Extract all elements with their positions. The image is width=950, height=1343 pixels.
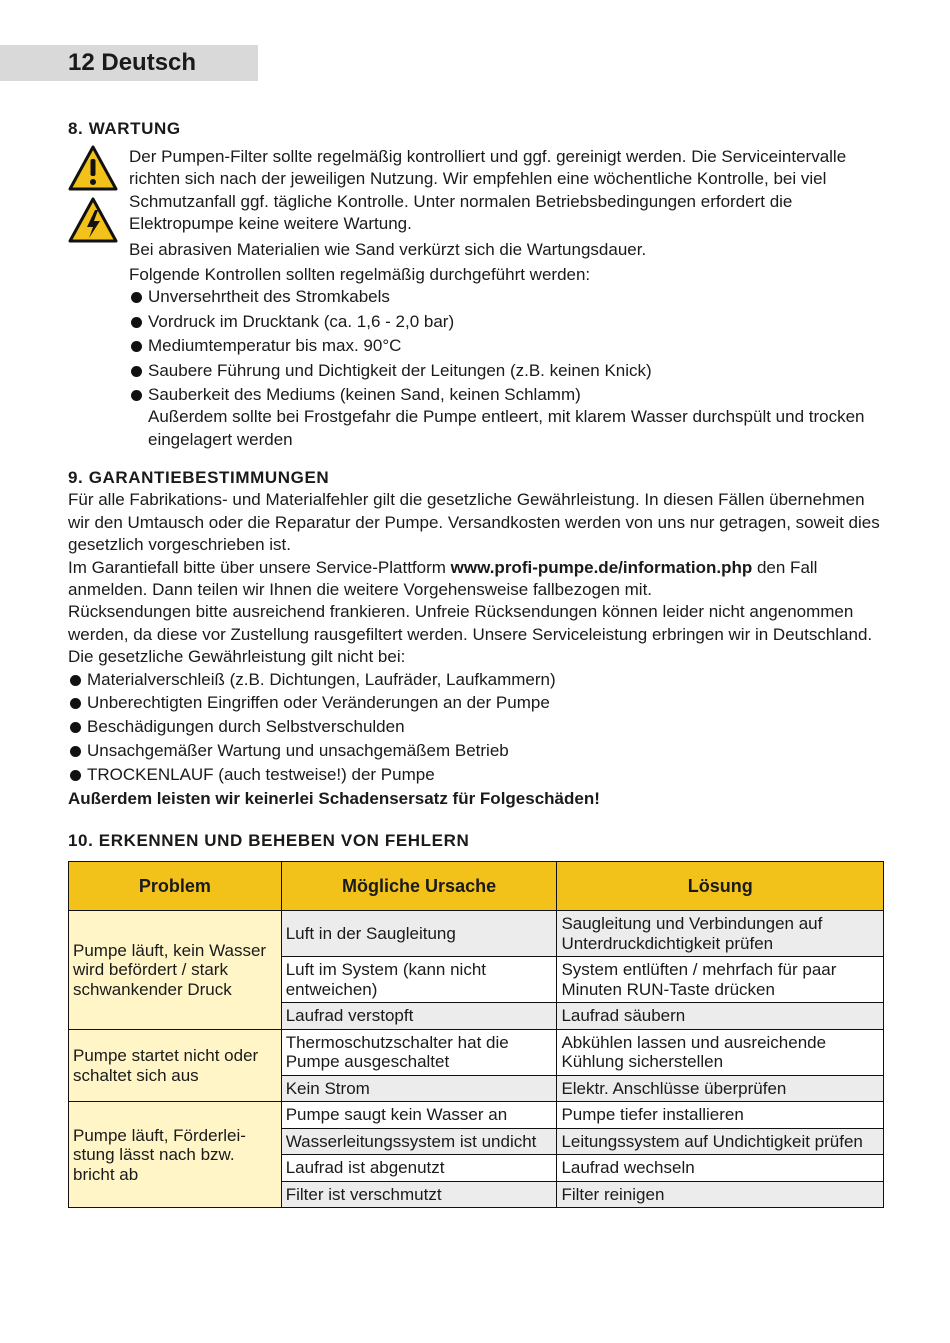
column-header-problem: Problem	[69, 862, 282, 911]
section-heading-garantie: 9. GARANTIEBESTIMMUNGEN	[68, 468, 330, 488]
cause-cell: Kein Strom	[281, 1075, 557, 1102]
list-item: Sauberkeit des Mediums (keinen Sand, keinen Schlamm) Außerdem sollte bei Frostgefahr die Pumpe entleert, mit klarem Wasser durchspült und trocken eingelagert werden	[129, 384, 884, 451]
garantie-text-2: Im Garantiefall bitte über unsere Service-Plattform www.profi-pumpe.de/information.php den Fall anmelden. Dann teilen wir Ihnen die weitere Vorgehensweise fallbezogen mit.	[68, 557, 818, 599]
cause-cell: Luft in der Saugleitung	[281, 911, 557, 957]
warning-icons	[68, 145, 118, 243]
exclusions-list	[68, 669, 884, 787]
list-item: Mediumtemperatur bis max. 90°C	[129, 335, 884, 357]
solution-cell: Pumpe tiefer installieren	[557, 1102, 884, 1129]
electric-hazard-icon	[68, 197, 118, 243]
solution-cell: Saugleitung und Verbindungen auf Unterdruckdichtigkeit prüfen	[557, 911, 884, 957]
troubleshooting-table	[68, 861, 884, 1208]
garantie-text-4: Die gesetzliche Gewährleistung gilt nicht bei:	[68, 647, 406, 667]
table-row	[69, 1102, 884, 1129]
solution-cell: Laufrad säubern	[557, 1003, 884, 1030]
cause-cell: Thermoschutzschalter hat die Pumpe ausgeschaltet	[281, 1029, 557, 1075]
section-heading-fehler: 10. ERKENNEN UND BEHEBEN VON FEHLERN	[68, 831, 470, 851]
cause-cell: Laufrad ist abgenutzt	[281, 1155, 557, 1182]
checks-note: Außerdem sollte bei Frostgefahr die Pumpe entleert, mit klarem Wasser durchspült und trocken eingelagert werden	[148, 407, 865, 449]
service-platform-link[interactable]: www.profi-pumpe.de/information.php	[450, 557, 753, 577]
checks-list	[129, 286, 884, 451]
list-item: Vordruck im Drucktank (ca. 1,6 - 2,0 bar)	[129, 311, 884, 333]
wartung-block	[68, 146, 884, 451]
garantie-final-note: Außerdem leisten wir keinerlei Schadensersatz für Folgeschäden!	[68, 789, 600, 809]
solution-cell: System entlüften / mehrfach für paar Minuten RUN-Taste drücken	[557, 957, 884, 1003]
cause-cell: Wasserleitungssystem ist undicht	[281, 1128, 557, 1155]
solution-cell: Abkühlen lassen und ausreichende Kühlung sicherstellen	[557, 1029, 884, 1075]
page-label: 12 Deutsch	[68, 49, 197, 76]
list-item: Unsachgemäßer Wartung und unsachgemäßem Betrieb	[68, 740, 884, 762]
section-heading-wartung: 8. WARTUNG	[68, 119, 181, 138]
column-header-solution: Lösung	[557, 862, 884, 911]
page-header	[0, 45, 258, 81]
problem-cell: Pumpe startet nicht oder schaltet sich aus	[69, 1029, 282, 1102]
table-row	[69, 1029, 884, 1075]
solution-cell: Laufrad wechseln	[557, 1155, 884, 1182]
main-content	[68, 118, 884, 1208]
column-header-cause: Mögliche Ursache	[281, 862, 557, 911]
cause-cell: Pumpe saugt kein Wasser an	[281, 1102, 557, 1129]
list-item: TROCKENLAUF (auch testweise!) der Pumpe	[68, 764, 884, 786]
cause-cell: Luft im System (kann nicht entweichen)	[281, 957, 557, 1003]
solution-cell: Filter reinigen	[557, 1181, 884, 1208]
table-row	[69, 911, 884, 957]
solution-cell: Leitungssystem auf Undichtigkeit prüfen	[557, 1128, 884, 1155]
list-item: Unversehrtheit des Stromkabels	[129, 286, 884, 308]
list-item: Saubere Führung und Dichtigkeit der Leitungen (z.B. keinen Knick)	[129, 360, 884, 382]
cause-cell: Filter ist verschmutzt	[281, 1181, 557, 1208]
solution-cell: Elektr. Anschlüsse überprüfen	[557, 1075, 884, 1102]
wartung-text-2: Bei abrasiven Materialien wie Sand verkürzt sich die Wartungsdauer.	[129, 239, 647, 259]
garantie-text-3: Rücksendungen bitte ausreichend frankieren. Unfreie Rücksendungen können leider nicht angenommen werden, da diese vor Zustellung rausgefiltert werden. Unsere Serviceleistung erbringen wir in Deutschland.	[68, 602, 873, 644]
garantie-text-1: Für alle Fabrikations- und Materialfehler gilt die gesetzliche Gewährleistung. In diesen Fällen übernehmen wir den Umtausch oder die Reparatur der Pumpe. Versandkosten werden von uns nur getragen, soweit dies gesetzlich vorgeschrieben ist.	[68, 490, 880, 555]
list-item: Beschädigungen durch Selbstverschulden	[68, 716, 884, 738]
list-item: Unberechtigten Eingriffen oder Veränderungen an der Pumpe	[68, 692, 884, 714]
problem-cell: Pumpe läuft, kein Wasser wird befördert / stark schwankender Druck	[69, 911, 282, 1030]
cause-cell: Laufrad verstopft	[281, 1003, 557, 1030]
problem-cell: Pumpe läuft, Förderlei-stung lässt nach bzw. bricht ab	[69, 1102, 282, 1208]
warning-exclamation-icon	[68, 145, 118, 191]
wartung-text-1: Der Pumpen-Filter sollte regelmäßig kontrolliert und ggf. gereinigt werden. Die Serviceintervalle richten sich nach der jeweiligen Nutzung. Wir empfehlen eine wöchentliche Kontrolle, bei viel Schmutzanfall ggf. tägliche Kontrolle. Unter normalen Betriebsbedingungen erfordert die Elektropumpe keine weitere Wartung.	[129, 147, 847, 234]
table-header-row	[69, 862, 884, 911]
wartung-text-3: Folgende Kontrollen sollten regelmäßig durchgeführt werden:	[129, 265, 591, 285]
list-item: Materialverschleiß (z.B. Dichtungen, Laufräder, Laufkammern)	[68, 669, 884, 691]
